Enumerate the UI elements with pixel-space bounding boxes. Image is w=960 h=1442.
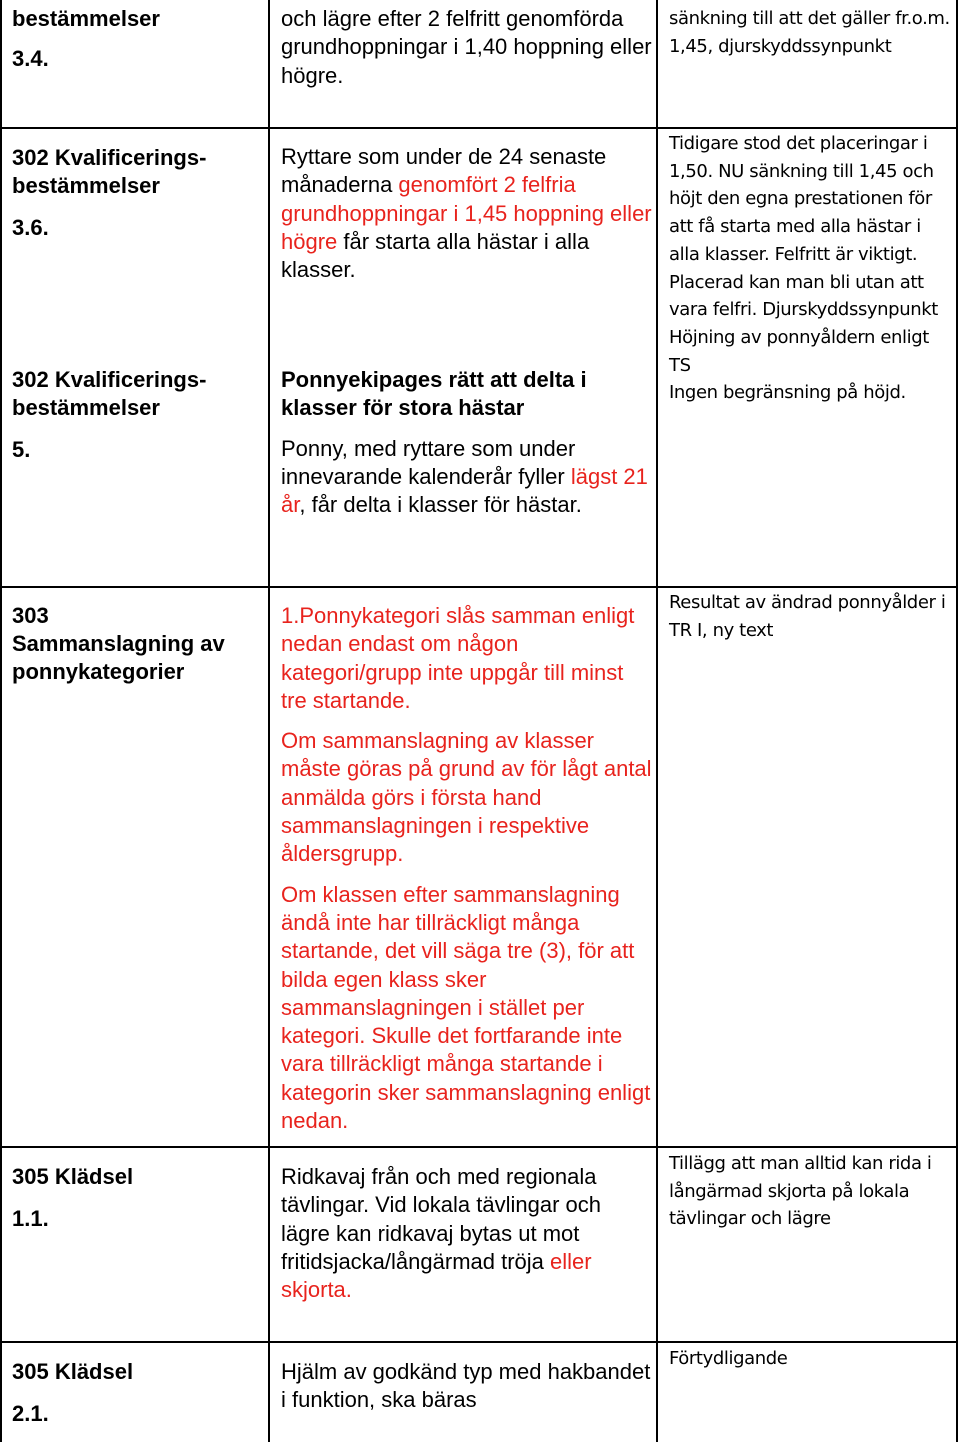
row3-section: [12, 602, 264, 686]
table-border-right: [956, 0, 958, 1442]
row-divider-3: [0, 1146, 958, 1148]
rule-text: och lägre efter 2 felfritt genomförda grundhoppningar i 1,40 hoppning eller högre.: [281, 6, 652, 88]
row2-comment: [669, 130, 951, 407]
section-line: bestämmelser: [12, 173, 160, 198]
comment-text: Höjning av ponnyåldern enligt TS: [669, 326, 929, 376]
rule-text: [281, 143, 653, 284]
section-line: 305 Klädsel: [12, 1164, 134, 1189]
row5-comment: [669, 1345, 951, 1373]
row4-comment: [669, 1150, 951, 1233]
row1-comment: [669, 5, 951, 60]
section-number: 5.: [12, 437, 31, 462]
row-divider-4: [0, 1341, 958, 1343]
rule-text-suffix: får starta alla hästar i alla klasser.: [281, 228, 590, 283]
row4-rule: [281, 1163, 653, 1304]
rule-paragraph: 1.Ponnykategori slås samman enligt nedan endast om någon kategori/grupp inte uppgår till minst tre startande.: [281, 603, 635, 713]
row2-section-a: [12, 144, 264, 242]
row3-rule: [281, 602, 653, 1135]
rule-text-suffix: , får delta i klasser för hästar.: [299, 492, 582, 518]
section-line: ponnykategorier: [12, 659, 185, 684]
section-number: 3.6.: [12, 215, 49, 240]
row2-rule-b: [281, 366, 653, 519]
section-line: 305 Klädsel: [12, 1359, 134, 1384]
rule-text-changed: eller skjorta.: [281, 1248, 592, 1303]
section-line: 302 Kvalificerings-: [12, 145, 207, 170]
section-number: 3.4.: [12, 46, 49, 71]
row-divider-1: [0, 127, 958, 129]
rule-paragraph: Om klassen efter sammanslagning ändå inte har tillräckligt många startande, det vill säga tre (3), för att bilda egen klass sker sammanslagningen i stället per kategori. Skulle det fortfarande inte vara tillräckligt många startande i kategorin sker sammanslagning enligt nedan.: [281, 881, 651, 1134]
row5-section: [12, 1358, 264, 1428]
section-line: 302 Kvalificerings-: [12, 367, 207, 392]
section-line: Sammanslagning av: [12, 631, 225, 656]
column-divider-2: [656, 0, 658, 1442]
comment-text: Tillägg att man alltid kan rida i långärmad skjorta på lokala tävlingar och lägre: [669, 1153, 932, 1230]
row4-section: [12, 1163, 264, 1233]
column-divider-1: [268, 0, 270, 1442]
rule-heading: Ponnyekipages rätt att delta i klasser för stora hästar: [281, 367, 587, 421]
rule-text: [281, 435, 653, 520]
comment-text: Ingen begränsning på höjd.: [669, 382, 906, 404]
comment-text: Tidigare stod det placeringar i 1,50. NU sänkning till 1,45 och höjt den egna prestationen för att få starta med alla hästar i alla klasser. Felfritt är viktigt. Placerad kan man bli utan att vara felfri. Djurskyddssynpunkt: [669, 133, 938, 321]
section-line: bestämmelser: [12, 6, 160, 31]
rule-text: Hjälm av godkänd typ med hakbandet i funktion, ska bäras: [281, 1359, 651, 1413]
table-border-left: [0, 0, 2, 1442]
row3-comment: [669, 589, 951, 644]
comment-text: Resultat av ändrad ponnyålder i TR I, ny text: [669, 592, 946, 641]
rule-text-changed: genomfört 2 felfria grundhoppningar i 1,45 hoppning eller högre: [281, 172, 652, 254]
row1-section: [12, 5, 264, 73]
rule-text-prefix: Ryttare som under de 24 senaste månaderna: [281, 144, 607, 198]
section-number: 2.1.: [12, 1401, 49, 1426]
rule-paragraph: Om sammanslagning av klasser måste göras på grund av för lågt antal anmälda görs i första hand sammanslagningen i respektive åldersgrupp.: [281, 728, 652, 867]
section-line: bestämmelser: [12, 395, 160, 420]
row2-section-b: [12, 366, 264, 464]
row5-rule: [281, 1358, 653, 1415]
row1-rule: [281, 5, 653, 90]
rule-text-prefix: Ponny, med ryttare som under innevarande kalenderår fyller: [281, 435, 576, 489]
rule-text-prefix: Ridkavaj från och med regionala tävlingar. Vid lokala tävlingar och lägre kan ridkavaj bytas ut mot fritidsjacka/långärmad tröja: [281, 1164, 602, 1274]
comment-text: sänkning till att det gäller fr.o.m. 1,45, djurskyddssynpunkt: [669, 8, 950, 57]
rule-text: [281, 1163, 653, 1304]
section-line: 303: [12, 603, 49, 628]
rule-text-changed: lägst 21 år: [281, 463, 648, 518]
row2-rule-a: [281, 143, 653, 284]
section-number: 1.1.: [12, 1206, 49, 1231]
row-divider-2: [0, 586, 958, 588]
comment-text: Förtydligande: [669, 1348, 788, 1369]
